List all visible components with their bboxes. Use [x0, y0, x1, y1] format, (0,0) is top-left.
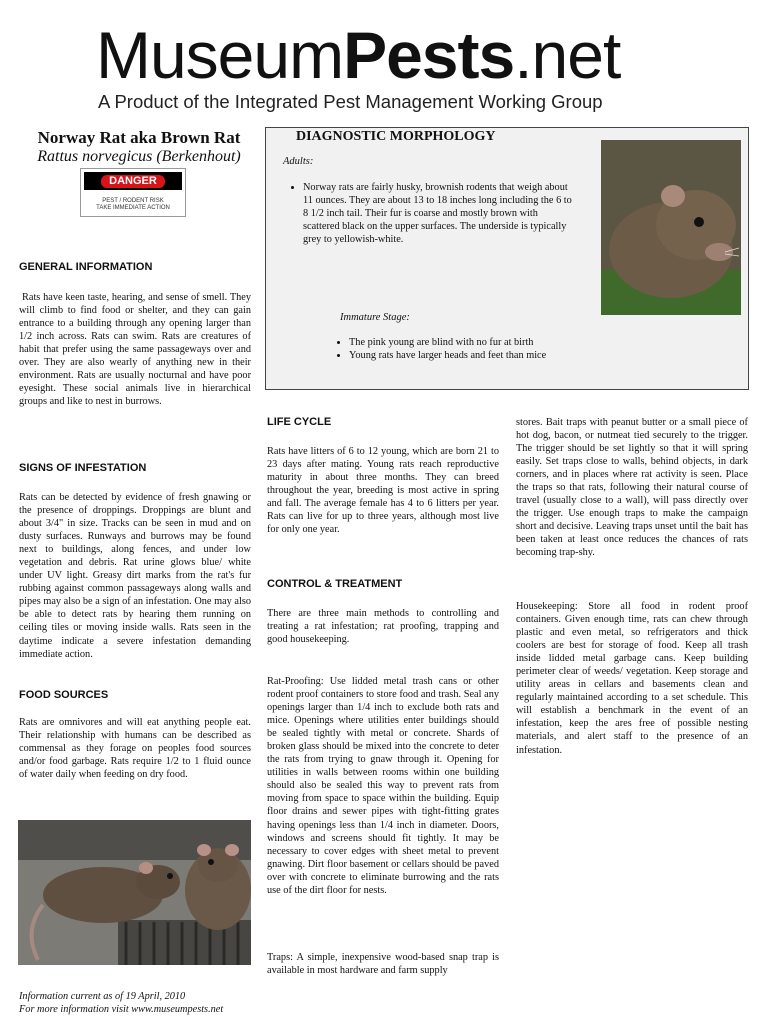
immature-list — [333, 336, 613, 362]
danger-sign-image — [80, 168, 186, 217]
life-cycle-text: Rats have litters of 6 to 12 young, which are born 21 to 23 days after mating. Young rats reach reproductive maturity in about three months. They can breed throughout the year, breeding is most active in spring and fall. The average female has 4 to 6 litters per year. Rats can live for up to three years, although most live for only one year. — [267, 446, 499, 536]
immature-bullet: • The pink young are blind with no fur at birth — [349, 336, 613, 349]
danger-banner — [84, 172, 182, 190]
danger-line-2: TAKE IMMEDIATE ACTION — [96, 205, 170, 211]
footer-link[interactable]: For more information visit www.museumpests.net — [19, 1004, 224, 1015]
logo-bold: Pests — [343, 18, 515, 92]
traps-continued-text: stores. Bait traps with peanut butter or a small piece of hot dog, bacon, or nutmeat tied securely to the trigger. The trigger should be set lightly so that it will spring easily. Set traps close to walls, behind objects, in dark corners, and in places where rat activity is seen. Place the traps so that rats, following their natural course of travel (usually close to a wall), will pass directly over the trigger. Use enough traps to make the campaign short and decisive. Leaving traps unset until the bait has been taken at least once reduces the chances of rats becoming trap-shy. — [516, 417, 748, 559]
rat-illustration — [601, 140, 741, 315]
immature-bullet: • Young rats have larger heads and feet than mice — [349, 349, 613, 362]
scientific-name: Rattus norvegicus (Berkenhout) — [37, 148, 241, 165]
rats-illustration — [18, 820, 251, 965]
signs-of-infestation-text: Rats can be detected by evidence of fresh gnawing or the presence of droppings. Droppings are blunt and about 3/4" in size. Tracks can be seen in mud and on dusty surfaces. Runways and burrows may be found next to buildings, along fences, and under low vegetation and debris. Rat urine glows blue/ white under UV light. Greasy dirt marks from the rat's fur rubbing against common passageways along walls and pipes may also be a sign of an infestation. One may also be able to detect rats by hearing them running on ceiling tiles or moving inside walls. Rats seen in the daytime indicate a severe infestation demanding immediate action. — [19, 492, 251, 660]
general-information-heading: GENERAL INFORMATION — [19, 261, 153, 273]
general-information-text: Rats have keen taste, hearing, and sense of smell. They will climb to find food or shelter, and they can gain entrance to a building through any opening larger than 1/2 inch across. Rats can swim. Rats are creatures of habit that prefer using the same passageways over and over. They are also wearly of anything new in their environment. Rats are usually nocturnal and have poor eyesight. These social animals live in hierarchical groups and like to nest in burrows. — [19, 292, 251, 408]
food-sources-heading: FOOD SOURCES — [19, 689, 109, 701]
site-logo — [96, 20, 696, 90]
species-title: Norway Rat aka Brown Rat — [37, 128, 241, 147]
food-sources-text: Rats are omnivores and will eat anything people eat. Their relationship with humans can be described as commensal as they forage on peoples food sources and/or food garbage. Rats require 1/2 to 1 fluid ounce of water daily when feeding on dry food. — [19, 717, 251, 781]
housekeeping-text: Housekeeping: Store all food in rodent proof containers. Given enough time, rats can chew through plastic and even metal, so refrigerators and thick coolers are best for storage of food. Keep all trash inside lidded metal garbage cans. Keep building perimeter clear of weeds/ vegetation. Keep storage and utility areas in cellars and basements clean and regularly maintained according to a set schedule. This will establish a benchmark in the event of an infestation, keep the ares free of possible nesting materials, and alert staff to the presence of an infestation. — [516, 601, 748, 756]
danger-line-1: PEST / RODENT RISK — [102, 198, 164, 204]
rat-photo — [601, 140, 741, 315]
control-treatment-heading: CONTROL & TREATMENT — [267, 578, 403, 590]
control-intro-text: There are three main methods to controlling and treating a rat infestation; rat proofing, trapping and good housekeeping. — [267, 608, 499, 646]
footer-date: Information current as of 19 April, 2010 — [19, 991, 186, 1002]
danger-text — [81, 198, 185, 212]
adults-list — [287, 181, 573, 246]
adults-label: Adults: — [283, 156, 314, 167]
logo-regular: Museum — [96, 18, 344, 92]
signs-of-infestation-heading: SIGNS OF INFESTATION — [19, 462, 147, 474]
logo-suffix: .net — [514, 18, 621, 92]
rats-photo — [18, 820, 251, 965]
danger-label: DANGER — [101, 175, 165, 188]
rat-proofing-text: Rat-Proofing: Use lidded metal trash cans or other rodent proof containers to store food and trash. Seal any openings larger than 1/4 inch to exclude both rats and mice. Openings where utilities enter buildings should be sealed tightly with metal or concrete. Shards of broken glass should be mixed into the concrete to deter the rats from trying to gnaw through it. Opening for utilities in walls between rooms within one building should also be sealed this way to prevent rats from moving from space to space within the building. Equip floor drains and sewer pipes with tight-fitting grates having openings less than 1/4 inch in diameter. Doors, windows and screens should fit tightly. It may be necessary to cover edges with sheet metal to prevent gnawing. Dirt floor basement or cellars should be paved over with concrete to eliminate burrowing and the rats use of the dirt floor for nests. — [267, 676, 499, 896]
diagnostic-morphology-heading: DIAGNOSTIC MORPHOLOGY — [296, 129, 496, 144]
tagline: A Product of the Integrated Pest Management Working Group — [98, 91, 603, 112]
adults-bullet: • Norway rats are fairly husky, brownish rodents that weigh about 11 ounces. They are about 13 to 18 inches long including the 6 to 8 1/2 inch tail. Their fur is coarse and mostly brown with scattered black on the upper surfaces. The underside is typically grey to yellowish-white. — [303, 181, 573, 246]
traps-text: Traps: A simple, inexpensive wood-based snap trap is available in most hardware and farm supply — [267, 952, 499, 977]
immature-stage-label: Immature Stage: — [340, 312, 410, 323]
life-cycle-heading: LIFE CYCLE — [267, 416, 332, 428]
